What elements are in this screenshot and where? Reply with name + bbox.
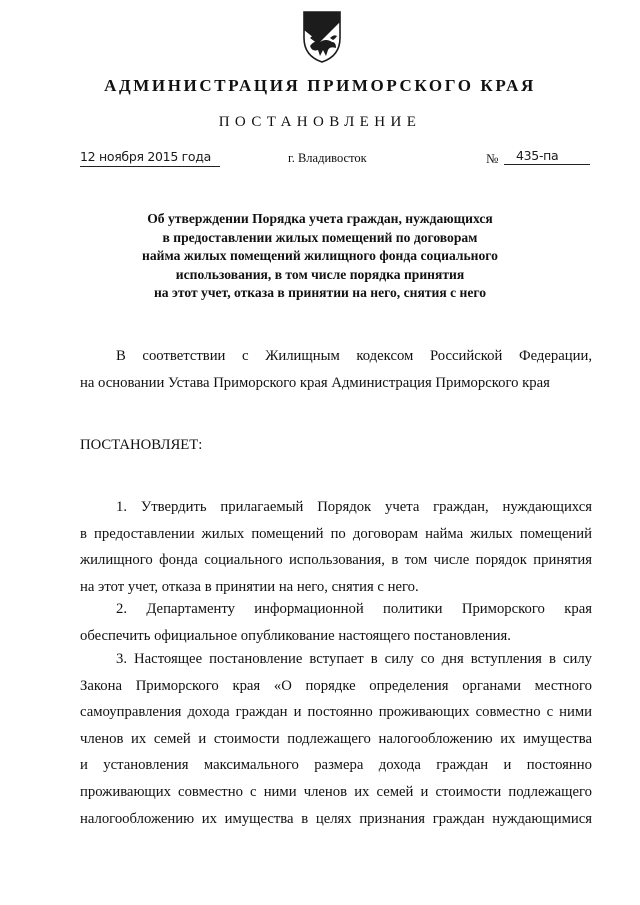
paragraph-line: жилищного фонда социального использования, в том числе порядок принятия xyxy=(80,552,592,569)
title-line: найма жилых помещений жилищного фонда социального xyxy=(142,248,498,263)
intro-paragraph xyxy=(80,343,592,396)
decree-word: ПОСТАНОВЛЯЕТ: xyxy=(80,437,203,453)
title-line: в предоставлении жилых помещений по договорам xyxy=(162,229,478,245)
paragraph-line: на основании Устава Приморского края Администрация Приморского края xyxy=(80,374,550,391)
document-title xyxy=(120,210,520,303)
number-sign: № xyxy=(486,151,499,166)
paragraph-line: проживающих совместно с ними членов их семей и стоимости подлежащего xyxy=(80,783,592,800)
title-line: использования, в том числе порядка принятия xyxy=(175,266,465,282)
paragraph-line: 1. Утвердить прилагаемый Порядок учета граждан, нуждающихся xyxy=(116,499,592,515)
paragraph-line: Закона Приморского края «О порядке определения органами местного xyxy=(80,677,592,694)
paragraph-line: В соответствии с Жилищным кодексом Российской Федерации, xyxy=(116,348,592,364)
title-line: на этот учет, отказа в принятии на него, снятия с него xyxy=(153,285,487,300)
paragraph-line: налогообложению их имущества в целях признания граждан нуждающимися xyxy=(80,810,592,827)
agency-name: АДМИНИСТРАЦИЯ ПРИМОРСКОГО КРАЯ xyxy=(104,76,536,95)
document-type: ПОСТАНОВЛЕНИЕ xyxy=(218,114,422,130)
clause-3 xyxy=(80,646,592,832)
title-line: Об утверждении Порядка учета граждан, нуждающихся xyxy=(147,211,493,226)
paragraph-line: 3. Настоящее постановление вступает в силу со дня вступления в силу xyxy=(116,651,592,667)
clause-2 xyxy=(80,596,592,649)
document-number: 435-па xyxy=(504,149,590,165)
coat-of-arms-icon xyxy=(300,8,344,64)
paragraph-line: самоуправления дохода граждан и постоянно проживающих совместно с ними xyxy=(80,704,592,721)
paragraph-line: 2. Департаменту информационной политики Приморского края xyxy=(116,601,592,617)
paragraph-line: и установления максимального размера дохода граждан и постоянно xyxy=(80,757,592,774)
paragraph-line: обеспечить официальное опубликование настоящего постановления. xyxy=(80,627,511,644)
document-date: 12 ноября 2015 года xyxy=(80,150,220,167)
paragraph-line: в предоставлении жилых помещений по договорам найма жилых помещений xyxy=(80,525,592,542)
document-city: г. Владивосток xyxy=(288,151,367,165)
paragraph-line: членов их семей и стоимости подлежащего налогообложению их имущества xyxy=(80,730,592,747)
clause-1 xyxy=(80,494,592,600)
paragraph-line: на этот учет, отказа в принятии на него, снятия с него. xyxy=(80,578,419,595)
